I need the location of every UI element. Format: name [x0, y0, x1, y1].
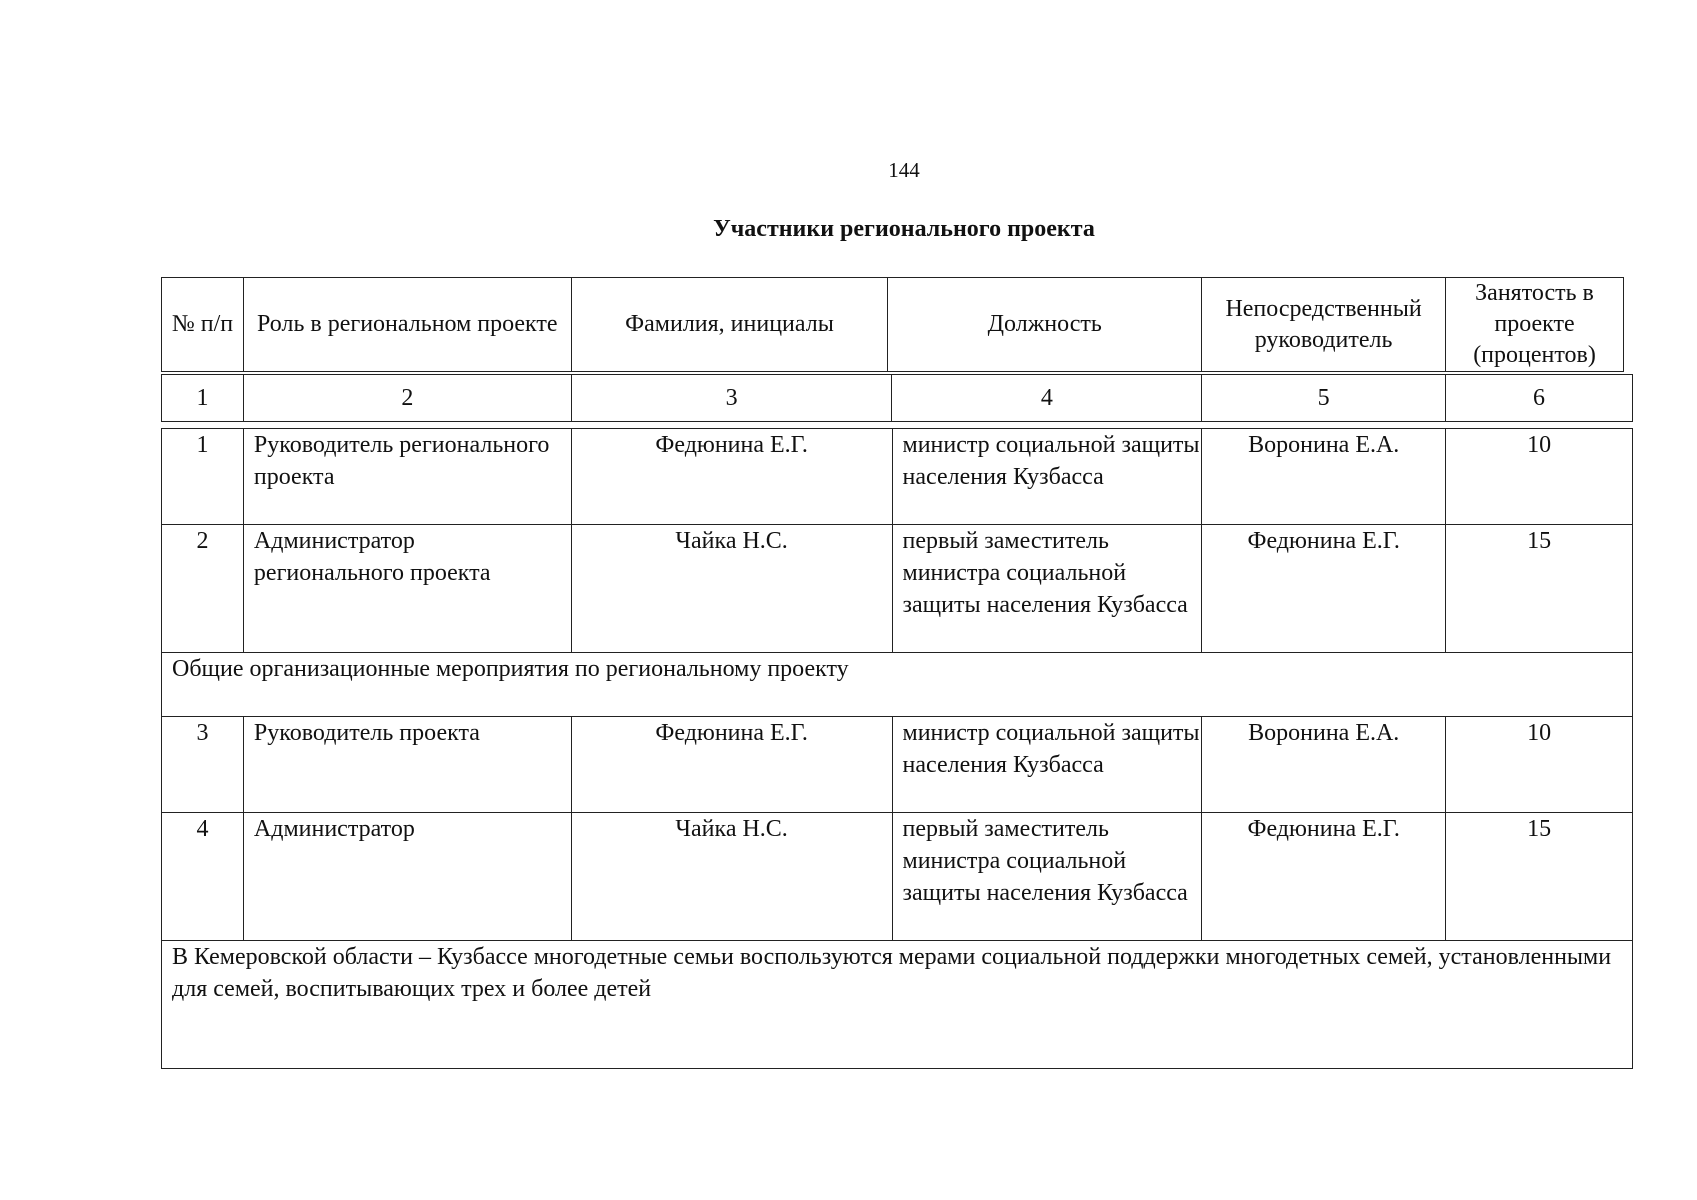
section-heading: В Кемеровской области – Кузбассе многодетные семьи воспользуются мерами социальной поддержки многодетных семей, установленными для семей, воспитывающих трех и более детей	[162, 941, 1633, 1069]
row-name: Чайка Н.С.	[571, 525, 892, 653]
header-supervisor: Непосредственный руководитель	[1202, 278, 1446, 372]
table-header	[161, 277, 1624, 372]
header-name: Фамилия, инициалы	[571, 278, 888, 372]
row-role: Руководитель проекта	[243, 717, 571, 813]
row-number: 2	[162, 525, 244, 653]
header-role: Роль в региональном проекте	[243, 278, 571, 372]
row-name: Федюнина Е.Г.	[571, 429, 892, 525]
row-position: первый заместитель министра социальной защиты населения Кузбасса	[892, 813, 1202, 941]
row-role: Администратор	[243, 813, 571, 941]
column-number-row	[162, 375, 1633, 422]
column-number: 5	[1202, 375, 1446, 422]
column-number: 1	[162, 375, 244, 422]
table-row	[162, 717, 1633, 813]
section-row	[162, 941, 1633, 1069]
row-position: министр социальной защиты населения Кузбасса	[892, 429, 1202, 525]
row-percent: 15	[1446, 525, 1633, 653]
row-position: министр социальной защиты населения Кузбасса	[892, 717, 1202, 813]
row-number: 3	[162, 717, 244, 813]
table-row	[162, 525, 1633, 653]
row-name: Чайка Н.С.	[571, 813, 892, 941]
row-supervisor: Воронина Е.А.	[1202, 717, 1446, 813]
row-percent: 10	[1446, 429, 1633, 525]
row-supervisor: Федюнина Е.Г.	[1202, 525, 1446, 653]
row-percent: 10	[1446, 717, 1633, 813]
row-role: Руководитель регионального проекта	[243, 429, 571, 525]
row-role: Администратор регионального проекта	[243, 525, 571, 653]
column-number: 6	[1446, 375, 1633, 422]
header-percent: Занятость в проекте (процентов)	[1446, 278, 1624, 372]
document-title: Участники регионального проекта	[713, 216, 1095, 242]
row-position: первый заместитель министра социальной защиты населения Кузбасса	[892, 525, 1202, 653]
row-number: 1	[162, 429, 244, 525]
table-row	[162, 813, 1633, 941]
table-row	[162, 429, 1633, 525]
column-number: 3	[571, 375, 892, 422]
header-row	[162, 278, 1624, 372]
row-supervisor: Федюнина Е.Г.	[1202, 813, 1446, 941]
row-name: Федюнина Е.Г.	[571, 717, 892, 813]
section-heading: Общие организационные мероприятия по региональному проекту	[162, 653, 1633, 717]
participants-table	[161, 428, 1633, 1069]
section-row	[162, 653, 1633, 717]
row-supervisor: Воронина Е.А.	[1202, 429, 1446, 525]
header-number: № п/п	[162, 278, 244, 372]
header-position: Должность	[888, 278, 1202, 372]
column-number: 4	[892, 375, 1202, 422]
row-percent: 15	[1446, 813, 1633, 941]
page-number: 144	[888, 158, 920, 182]
column-number-row-table	[161, 374, 1633, 422]
column-number: 2	[243, 375, 571, 422]
row-number: 4	[162, 813, 244, 941]
